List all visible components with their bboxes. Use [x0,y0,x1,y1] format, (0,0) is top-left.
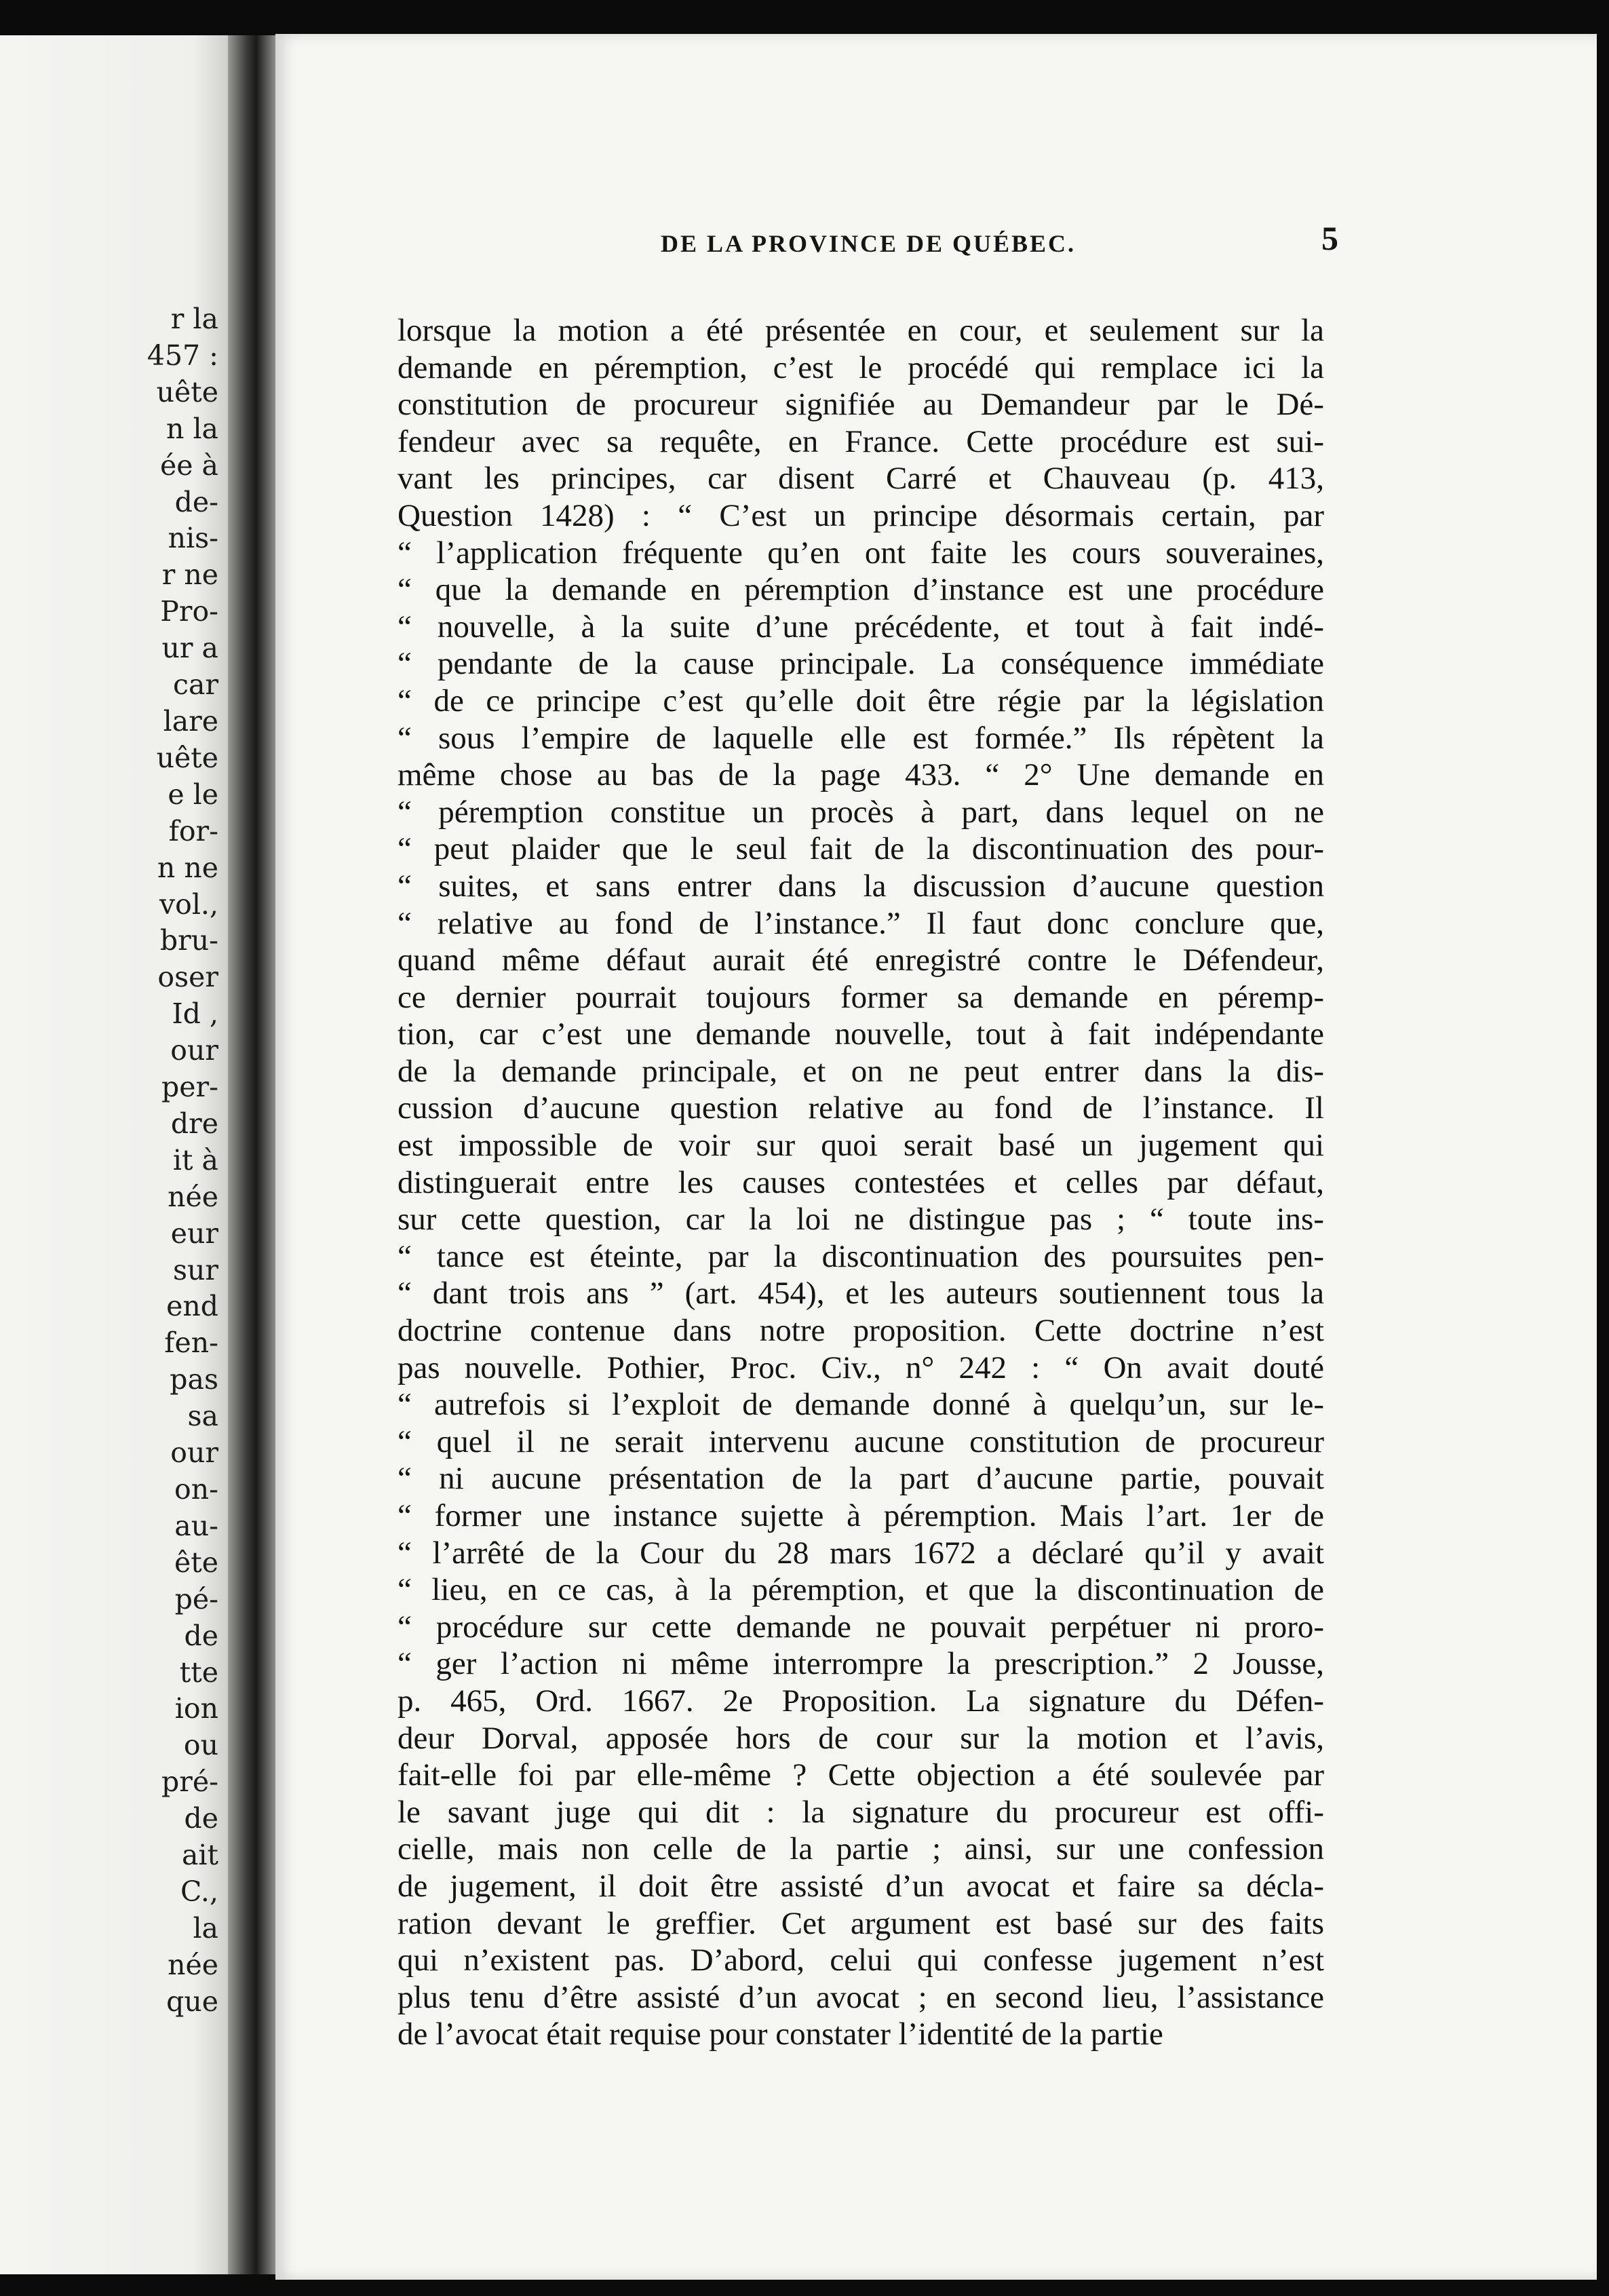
left-page-fragment: que [166,1985,218,2018]
body-line: constitution de procureur signifiée au Demandeur par le Dé- [398,387,1324,423]
left-page-fragment: ête [174,1546,218,1579]
left-page [0,35,228,2274]
left-page-fragment: tte [179,1656,218,1689]
left-page-fragment: our [170,1034,218,1067]
body-line: “ que la demande en péremption d’instance est une procédure [398,572,1324,608]
left-page-fragment: ait [181,1839,218,1872]
body-line: distinguerait entre les causes contestées et celles par défaut, [398,1164,1324,1200]
left-page-fragment: sur [172,1253,218,1286]
left-page-fragment: de [184,1802,218,1835]
body-line: “ pendante de la cause principale. La conséquence immédiate [398,646,1324,682]
left-page-fragment: e le [168,778,218,811]
left-page-fragment: née [168,1180,218,1213]
body-line: p. 465, Ord. 1667. 2e Proposition. La signature du Défen- [398,1683,1324,1719]
body-line: “ suites, et sans entrer dans la discussion d’aucune question [398,868,1324,904]
body-line: vant les principes, car disent Carré et Chauveau (p. 413, [398,461,1324,497]
left-page-fragment: n la [166,412,218,445]
left-page-fragment: eur [170,1217,218,1250]
left-page-fragment: ée à [159,448,218,482]
body-line: “ dant trois ans ” (art. 454), et les auteurs soutiennent tous la [398,1276,1324,1312]
body-line: cielle, mais non celle de la partie ; ainsi, sur une confession [398,1831,1324,1867]
left-page-fragment: de- [174,485,218,518]
left-page-fragment: fen- [164,1326,218,1360]
body-line: “ ni aucune présentation de la part d’aucune partie, pouvait [398,1461,1324,1497]
body-line: “ de ce principe c’est qu’elle doit être régie par la législation [398,683,1324,719]
left-page-fragment: Pro- [160,595,218,628]
left-page-fragment: for- [168,814,218,847]
left-page-fragment: it à [172,1143,218,1176]
left-page-fragment: dre [170,1107,218,1140]
body-line: Question 1428) : “ C’est un principe désormais certain, par [398,497,1324,533]
body-line: “ quel il ne serait intervenu aucune constitution de procureur [398,1423,1324,1459]
book-gutter [228,35,275,2274]
body-line: sur cette question, car la loi ne distingue pas ; “ toute ins- [398,1202,1324,1238]
body-line: demande en péremption, c’est le procédé qui remplace ici la [398,349,1324,385]
left-page-fragment: sa [187,1400,218,1433]
body-line: “ l’application fréquente qu’en ont faite les cours souveraines, [398,535,1324,571]
body-line: “ procédure sur cette demande ne pouvait perpétuer ni proro- [398,1609,1324,1645]
left-page-fragment: r la [170,303,218,335]
body-line: lorsque la motion a été présentée en cour, et seulement sur la [398,313,1324,348]
left-page-text-column [147,301,218,2021]
left-page-fragment: ur a [161,632,218,665]
body-line: “ nouvelle, à la suite d’une précédente, et tout à fait indé- [398,609,1324,645]
left-page-fragment: uête [156,741,218,774]
body-line: doctrine contenue dans notre proposition. Cette doctrine n’est [398,1313,1324,1349]
left-page-fragment: per- [161,1071,218,1104]
left-page-fragment: née [168,1948,218,1981]
body-line: deur Dorval, apposée hors de cour sur la motion et l’avis, [398,1720,1324,1756]
left-page-fragment: n ne [157,851,218,884]
body-line: tion, car c’est une demande nouvelle, tout à fait indépendante [398,1016,1324,1052]
left-page-fragment: ion [174,1692,218,1725]
left-page-fragment: de [184,1619,218,1652]
left-page-fragment: on- [174,1473,218,1506]
body-line: ration devant le greffier. Cet argument est basé sur des faits [398,1905,1324,1941]
left-page-fragment: Id , [172,997,218,1031]
body-line: “ tance est éteinte, par la discontinuation des poursuites pen- [398,1238,1324,1274]
body-line: “ l’arrêté de la Cour du 28 mars 1672 a déclaré qu’il y avait [398,1535,1324,1571]
body-line: “ autrefois si l’exploit de demande donné à quelqu’un, sur le- [398,1387,1324,1423]
body-line: le savant juge qui dit : la signature du procureur est offi- [398,1794,1324,1830]
body-line: “ relative au fond de l’instance.” Il faut donc conclure que, [398,905,1324,941]
body-line: ce dernier pourrait toujours former sa demande en péremp- [398,979,1324,1015]
body-line: de l’avocat était requise pour constater l’identité de la partie [398,2016,1163,2052]
left-page-fragment: lare [163,704,218,738]
body-line: plus tenu d’être assisté d’un avocat ; en second lieu, l’assistance [398,1979,1324,2015]
left-page-fragment: 457 : [147,339,218,372]
left-page-fragment: pré- [161,1765,218,1799]
left-page-fragment: our [170,1436,218,1470]
left-page-fragment: pas [170,1363,218,1396]
left-page-fragment: vol., [159,887,218,921]
left-page-fragment: ou [183,1729,218,1762]
left-page-fragment: au- [174,1509,218,1542]
left-page-fragment: la [193,1911,218,1945]
body-line: de jugement, il doit être assisté d’un avocat et faire sa décla- [398,1868,1324,1904]
left-page-fragment: pé- [174,1582,218,1615]
left-page-fragment: end [166,1290,218,1323]
body-line: cussion d’aucune question relative au fond de l’instance. Il [398,1090,1324,1126]
body-line: de la demande principale, et on ne peut entrer dans la dis- [398,1053,1324,1089]
left-page-fragment: r ne [161,558,218,592]
body-line: “ peut plaider que le seul fait de la discontinuation des pour- [398,831,1324,867]
body-line: “ lieu, en ce cas, à la péremption, et que la discontinuation de [398,1572,1324,1608]
body-line: “ ger l’action ni même interrompre la prescription.” 2 Jousse, [398,1646,1324,1682]
page-number: 5 [1321,219,1338,257]
body-line: qui n’existent pas. D’abord, celui qui confesse jugement n’est [398,1943,1324,1978]
left-page-fragment: uête [156,375,218,408]
body-line: même chose au bas de la page 433. “ 2° Une demande en [398,757,1324,793]
body-line: “ sous l’empire de laquelle elle est formée.” Ils répètent la [398,720,1324,756]
left-page-fragment: oser [157,961,218,994]
body-line: est impossible de voir sur quoi serait basé un jugement qui [398,1128,1324,1164]
body-line: fait-elle foi par elle-même ? Cette objection a été soulevée par [398,1757,1324,1793]
left-page-fragment: bru- [159,924,218,957]
left-page-fragment: car [172,668,218,702]
body-text [398,312,1324,2053]
body-line: “ former une instance sujette à péremption. Mais l’art. 1er de [398,1498,1324,1533]
body-line: pas nouvelle. Pothier, Proc. Civ., n° 242 : “ On avait douté [398,1350,1324,1385]
body-line: fendeur avec sa requête, en France. Cette procédure est sui- [398,423,1324,459]
left-page-fragment: C., [180,1875,218,1908]
body-line: quand même défaut aurait été enregistré contre le Défendeur, [398,942,1324,978]
left-page-fragment: nis- [168,522,218,555]
body-line: “ péremption constitue un procès à part, dans lequel on ne [398,794,1324,830]
running-head: DE LA PROVINCE DE QUÉBEC. [660,230,1077,257]
